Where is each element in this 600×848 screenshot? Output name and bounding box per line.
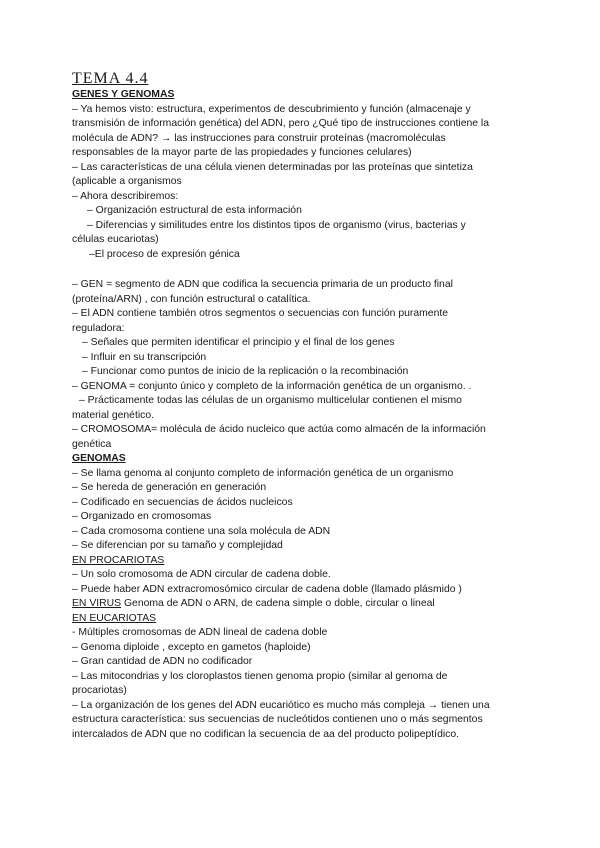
- text-line: procariotas): [72, 685, 127, 696]
- text-line: – Prácticamente todas las células de un organismo multicelular contienen el mismo: [79, 395, 462, 406]
- section-heading-genomas: GENOMAS: [72, 453, 126, 464]
- text-line: transmisión de información genética) del ADN, pero ¿Qué tipo de instrucciones contiene la: [72, 118, 489, 129]
- text-line: – Se llama genoma al conjunto completo de información genética de un organismo: [72, 467, 454, 479]
- text-line: – Genoma diploide , excepto en gametos (haploide): [72, 641, 311, 653]
- text-line: – Gran cantidad de ADN no codificador: [72, 656, 253, 667]
- subheading-procariotas: EN PROCARIOTAS: [72, 554, 165, 566]
- subheading-virus: EN VIRUS: [72, 598, 122, 609]
- text-line: – Funcionar como puntos de inicio de la replicación o la recombinación: [82, 366, 409, 377]
- section-heading-genes: GENES Y GENOMAS: [72, 89, 175, 100]
- text-line: – GENOMA = conjunto único y completo de la información genética de un organismo. .: [72, 380, 472, 392]
- text-line: – CROMOSOMA= molécula de ácido nucleico que actúa como almacén de la información: [72, 424, 486, 435]
- text-line: molécula de ADN? → las instrucciones para construir proteínas (macromoléculas: [72, 132, 446, 144]
- blank-line: [72, 262, 532, 278]
- document-page: [72, 70, 532, 742]
- text-line: – Señales que permiten identificar el principio y el final de los genes: [82, 337, 395, 348]
- text-line: – GEN = segmento de ADN que codifica la secuencia primaria de un producto final: [72, 279, 453, 290]
- page-title: TEMA 4.4: [72, 70, 149, 87]
- text-line: reguladora:: [72, 322, 125, 334]
- text-line: genética: [72, 438, 112, 450]
- text-line: – Codificado en secuencias de ácidos nucleicos: [72, 496, 293, 508]
- subheading-eucariotas: EN EUCARIOTAS: [72, 612, 157, 624]
- virus-text: Genoma de ADN o ARN, de cadena simple o doble, circular o lineal: [123, 598, 435, 609]
- text-line: células eucariotas): [72, 234, 159, 245]
- text-line: – Las mitocondrias y los cloroplastos tienen genoma propio (similar al genoma de: [72, 670, 448, 682]
- text-line: – Organizado en cromosomas: [72, 511, 212, 522]
- text-line: – La organización de los genes del ADN eucariótico es mucho más compleja → tienen una: [72, 699, 490, 711]
- text-line: responsables de la mayor parte de las propiedades y funciones celulares): [72, 147, 412, 158]
- text-line: – Se hereda de generación en generación: [72, 482, 267, 493]
- text-line: – Diferencias y similitudes entre los distintos tipos de organismo (virus, bacterias y: [87, 219, 466, 231]
- text-line: –El proceso de expresión génica: [89, 248, 240, 260]
- text-line: – Puede haber ADN extracromosómico circular de cadena doble (llamado plásmido ): [72, 583, 462, 595]
- text-line: (aplicable a organismos: [72, 176, 182, 187]
- text-line: – Organización estructural de esta información: [87, 205, 302, 216]
- text-line: estructura característica: sus secuencias de nucleótidos contienen uno o más segmentos: [72, 714, 483, 725]
- text-line: material genético.: [72, 409, 155, 421]
- text-line: (proteína/ARN) , con función estructural o catalítica.: [72, 293, 311, 305]
- text-line: – Un solo cromosoma de ADN circular de cadena doble.: [72, 569, 331, 580]
- text-line: - Múltiples cromosomas de ADN lineal de cadena doble: [72, 627, 328, 638]
- text-line: – Ahora describiremos:: [72, 190, 179, 202]
- text-line: – Influir en su transcripción: [82, 351, 207, 363]
- text-line: – Cada cromosoma contiene una sola molécula de ADN: [72, 525, 331, 537]
- text-line: – El ADN contiene también otros segmentos o secuencias con función puramente: [72, 308, 449, 319]
- virus-line: [72, 597, 532, 612]
- text-line: – Las características de una célula vienen determinadas por las proteínas que sintetiza: [72, 161, 473, 173]
- text-line: – Ya hemos visto: estructura, experimentos de descubrimiento y función (almacenaje y: [72, 103, 471, 115]
- text-line: – Se diferencian por su tamaño y complejidad: [72, 540, 283, 551]
- text-line: intercalados de ADN que no codifican la secuencia de aa del producto polipeptídico.: [72, 728, 460, 740]
